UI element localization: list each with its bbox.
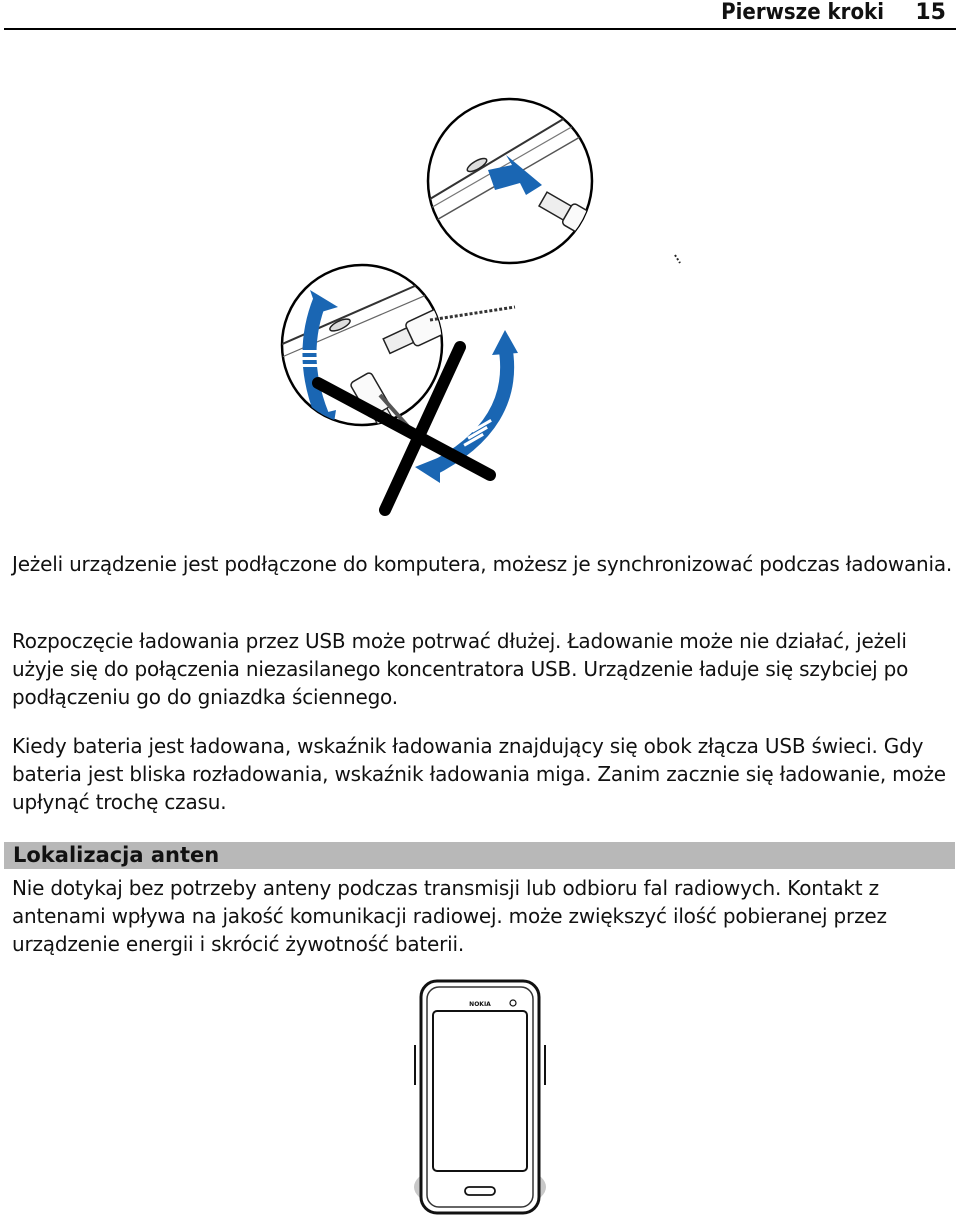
chapter-title: Pierwsze kroki (721, 0, 884, 25)
page-number: 15 (915, 0, 946, 25)
paragraph-charging-indicator: Kiedy bateria jest ładowana, wskaźnik ładowania znajdujący się obok złącza USB świeci. Gdy bateria jest bliska rozładowania, wskaźnik ładowania miga. Zanim zacznie się ładowanie, może upłynąć trochę czasu. (12, 734, 946, 814)
usb-charging-illustration (280, 95, 700, 520)
section-header-bar (4, 842, 955, 869)
page-header (4, 0, 956, 30)
paragraph-sync: Jeżeli urządzenie jest podłączone do komputera, możesz je synchronizować podczas ładowania. (12, 552, 953, 576)
paragraph-usb-charging: Rozpoczęcie ładowania przez USB może potrwać dłużej. Ładowanie może nie działać, jeżeli użyje się do połączenia niezasilanego koncentratora USB. Urządzenie ładuje się szybciej po podłączeniu go do gniazdka ściennego. (12, 629, 909, 709)
section-title: Lokalizacja anten (13, 843, 220, 867)
incorrect-connection-detail (280, 265, 518, 483)
paragraph-antenna: Nie dotykaj bez potrzeby anteny podczas transmisji lub odbioru fal radiowych. Kontakt z antenami wpływa na jakość komunikacji radiowej. może zwiększyć ilość pobieranej przez urządzenie energii i skrócić żywotność baterii. (12, 876, 887, 956)
phone-antenna-illustration (405, 975, 555, 1215)
correct-connection-detail (420, 99, 680, 279)
phone-brand-label: NOKIA (469, 1001, 491, 1008)
